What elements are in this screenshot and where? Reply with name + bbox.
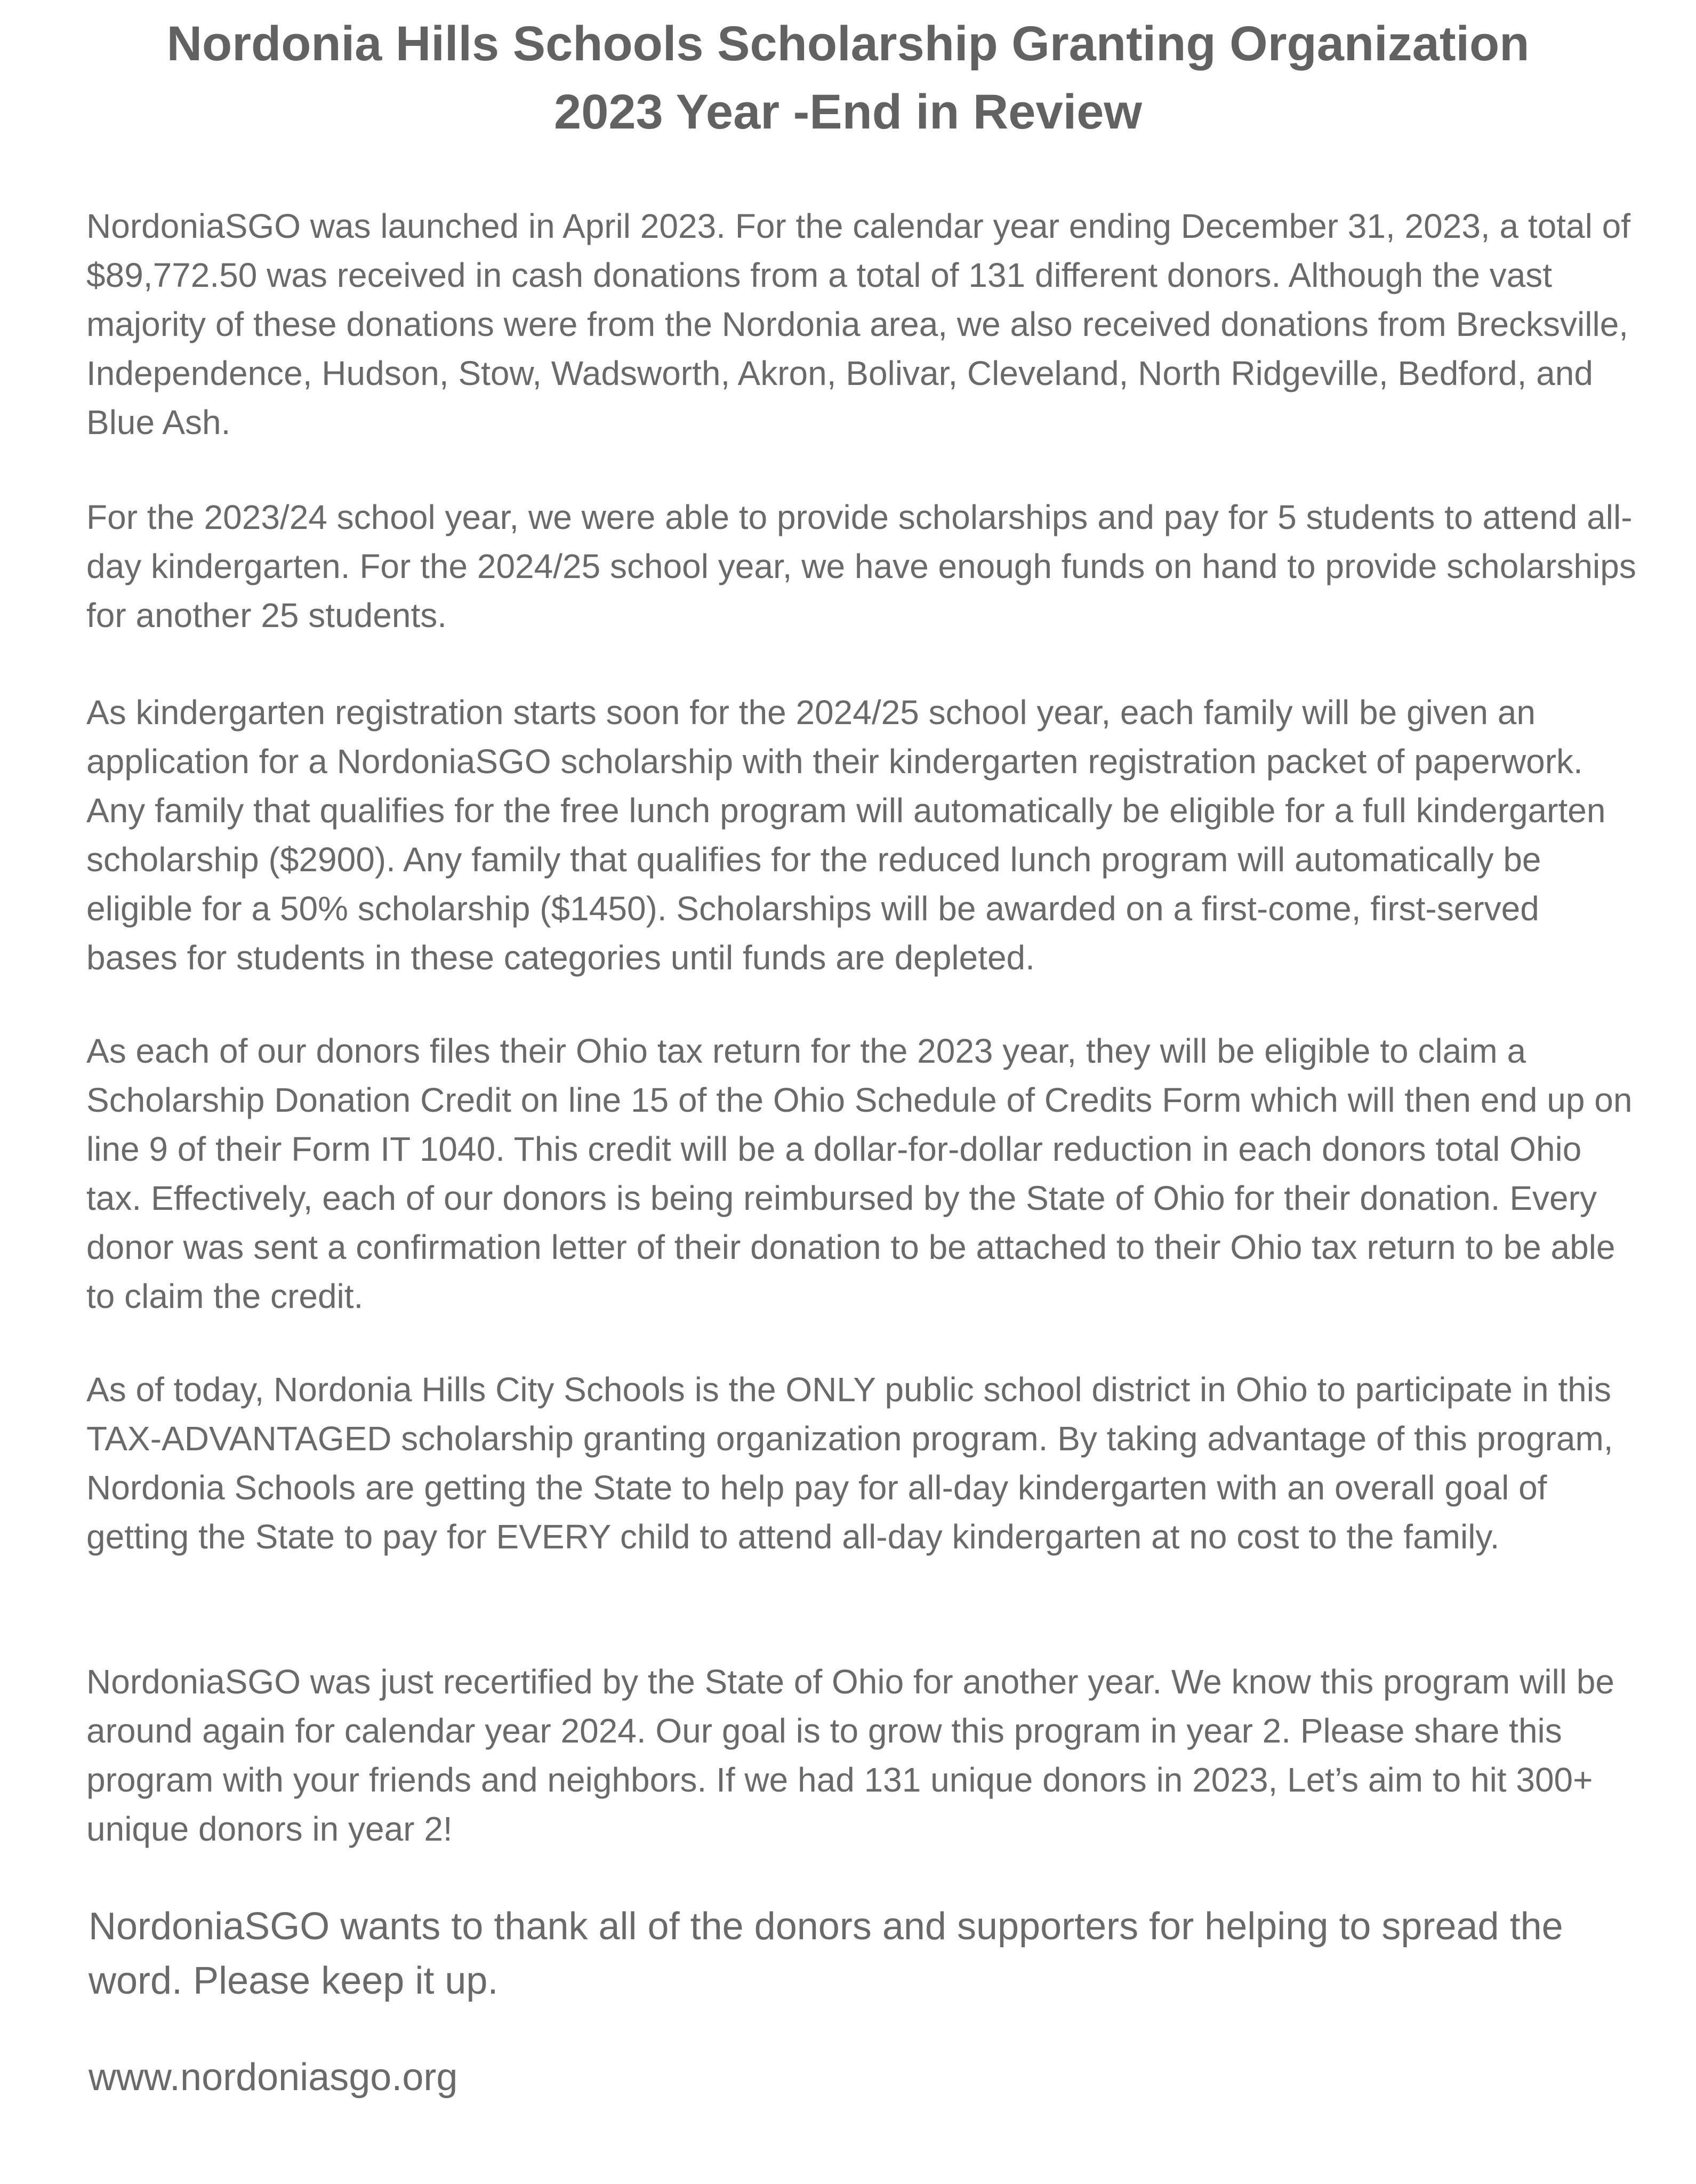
paragraph-recertified: NordoniaSGO was just recertified by the State of Ohio for another year. We know this program will be around again for calendar year 2024. Our goal is to grow this program in year 2. Please share this program with your friends and neighbors. If we had 131 unique donors in 2023, Let’s aim to hit 300+ unique donors in year 2! [86,1663,1614,1848]
paragraph-only-district: As of today, Nordonia Hills City Schools is the ONLY public school district in Ohio to participate in this TAX-ADVANTAGED scholarship granting organization program. By taking advantage of this program, Nordonia Schools are getting the State to help pay for all-day kindergarten with an overall goal of getting the State to pay for EVERY child to attend all-day kindergarten at no cost to the family. [86,1370,1613,1556]
paragraph-tax-credit: As each of our donors files their Ohio tax return for the 2023 year, they will be eligible to claim a Scholarship Donation Credit on line 15 of the Ohio Schedule of Credits Form which will then end up on line 9 of their Form IT 1040. This credit will be a dollar-for-dollar reduction in each donors total Ohio tax. Effectively, each of our donors is being reimbursed by the State of Ohio for their donation. Every donor was sent a confirmation letter of their donation to be attached to their Ohio tax return to be able to claim the credit. [86,1032,1633,1315]
paragraph-scholarships-provided: For the 2023/24 school year, we were able to provide scholarships and pay for 5 students to attend all-day kindergarten. For the 2024/25 school year, we have enough funds on hand to provide scholarships for another 25 students. [86,498,1636,635]
thank-you-note: NordoniaSGO wants to thank all of the donors and supporters for helping to spread the word. Please keep it up. [89,1905,1563,2002]
paragraph-registration-eligibility: As kindergarten registration starts soon for the 2024/25 school year, each family will be given an application for a NordoniaSGO scholarship with their kindergarten registration packet of paperwork. Any family that qualifies for the free lunch program will automatically be eligible for a full kindergarten scholarship ($2900). Any family that qualifies for the reduced lunch program will automatically be eligible for a 50% scholarship ($1450). Scholarships will be awarded on a first-come, first-served bases for students in these categories until funds are depleted. [86,693,1606,977]
website-url: www.nordoniasgo.org [89,2056,458,2099]
title-line-2: 2023 Year -End in Review [554,85,1142,139]
paragraph-launch-summary: NordoniaSGO was launched in April 2023. For the calendar year ending December 31, 2023, a total of $89,772.50 was received in cash donations from a total of 131 different donors. Although the vast majority of these donations were from the Nordonia area, we also received donations from Brecksville, Independence, Hudson, Stow, Wadsworth, Akron, Bolivar, Cleveland, North Ridgeville, Bedford, and Blue Ash. [86,207,1630,441]
document-title [0,10,1696,146]
title-line-1: Nordonia Hills Schools Scholarship Granting Organization [166,17,1530,71]
